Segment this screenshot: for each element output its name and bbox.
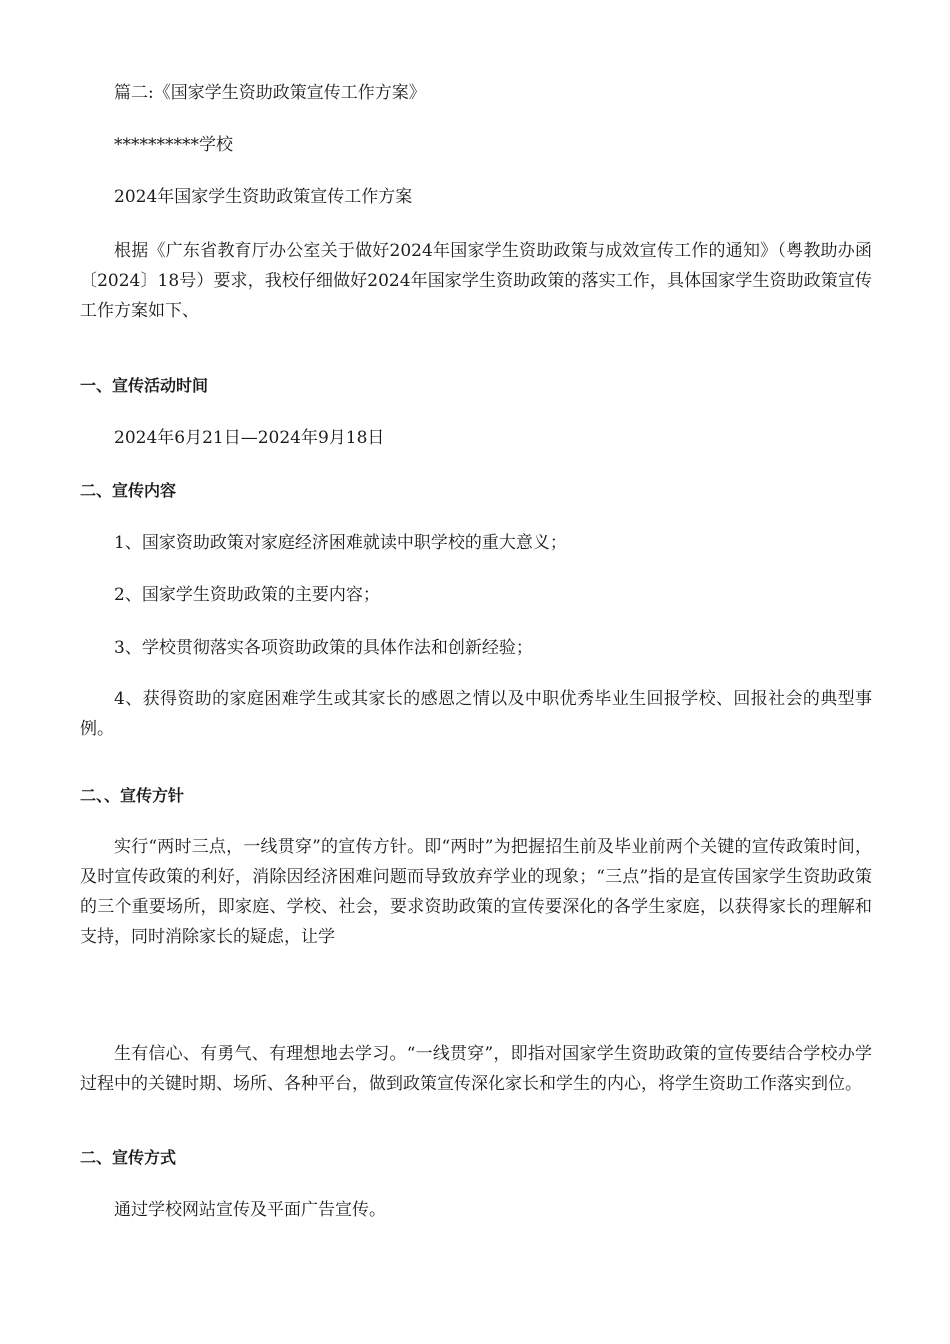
section-1-heading: 一、宣传活动时间	[80, 376, 209, 395]
section-3-paragraph-2: 生有信心、有勇气、有理想地去学习。“一线贯穿”，即指对国家学生资助政策的宣传要结合学校办学过程中的关键时期、场所、各种平台，做到政策宣传深化家长和学生的内心，将学生资助工作落实到位。	[80, 1044, 872, 1094]
intro-paragraph: 根据《广东省教育厅办公室关于做好2024年国家学生资助政策与成效宣传工作的通知》（粤教助办函〔2024〕18号）要求，我校仔细做好2024年国家学生资助政策的落实工作，具体国家学生资助政策宣传工作方案如下、	[80, 241, 872, 321]
section-4-text: 通过学校网站宣传及平面广告宣传。	[114, 1200, 386, 1220]
school-line: **********学校	[114, 135, 233, 155]
section-2-item-4: 4、获得资助的家庭困难学生或其家长的感恩之情以及中职优秀毕业生回报学校、回报社会的典型事例。	[80, 689, 872, 739]
section-1-text: 2024年6月21日—2024年9月18日	[114, 428, 385, 448]
title-line: 篇二:《国家学生资助政策宣传工作方案》	[114, 83, 426, 103]
section-4-heading: 二、宣传方式	[80, 1148, 177, 1167]
section-2-item-2: 2、国家学生资助政策的主要内容；	[114, 585, 380, 605]
plan-title: 2024年国家学生资助政策宣传工作方案	[114, 187, 413, 207]
section-2-heading: 二、宣传内容	[80, 481, 177, 500]
section-3-heading: 二、、宣传方针	[80, 786, 185, 805]
section-3-paragraph-1: 实行“两时三点，一线贯穿”的宣传方针。即“两时”为把握招生前及毕业前两个关键的宣传政策时间，及时宣传政策的利好，消除因经济困难问题而导致放弃学业的现象；“三点”指的是宣传国家学生资助政策的三个重要场所，即家庭、学校、社会，要求资助政策的宣传要深化的各学生家庭，以获得家长的理解和支持，同时消除家长的疑虑，让学	[80, 837, 872, 947]
section-2-item-1: 1、国家资助政策对家庭经济困难就读中职学校的重大意义；	[114, 533, 567, 553]
section-2-item-3: 3、学校贯彻落实各项资助政策的具体作法和创新经验；	[114, 638, 533, 658]
